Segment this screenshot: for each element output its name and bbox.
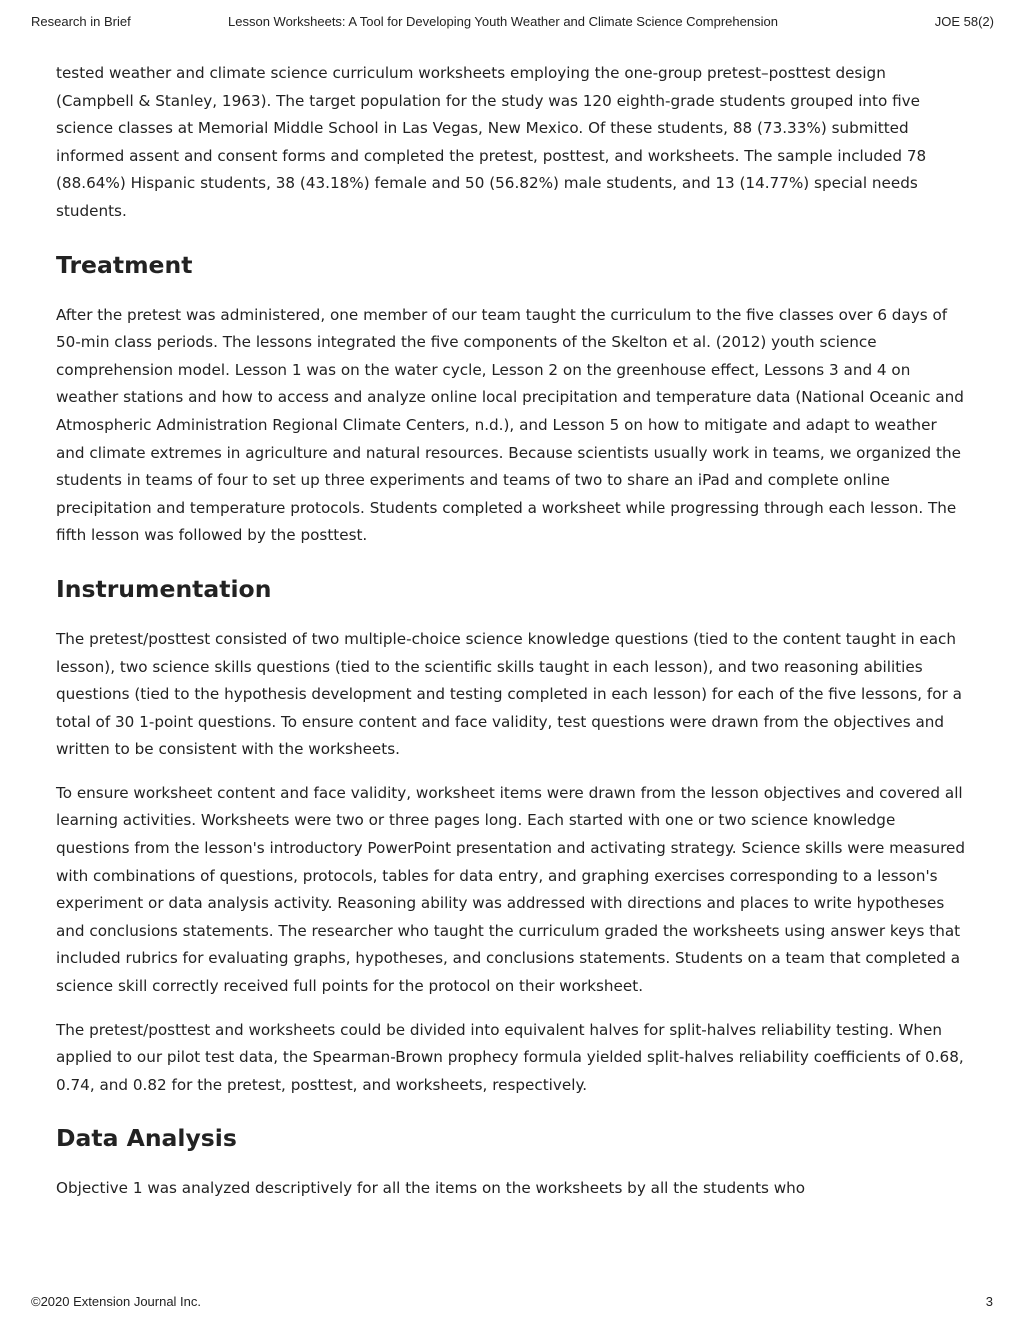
header-article-title: Lesson Worksheets: A Tool for Developing Youth Weather and Climate Science Comprehension bbox=[228, 14, 778, 29]
instrumentation-paragraph: To ensure worksheet content and face validity, worksheet items were drawn from the lesson objectives and covered all learning activities. Worksheets were two or three pages long. Each started with one or two science knowledge questions from the lesson's introductory PowerPoint presentation and activating strategy. Science skills were measured with combinations of questions, protocols, tables for data entry, and graphing exercises corresponding to a lesson's experiment or data analysis activity. Reasoning ability was addressed with directions and places to write hypotheses and conclusions statements. The researcher who taught the curriculum graded the worksheets using answer keys that included rubrics for evaluating graphs, hypotheses, and conclusions statements. Students on a team that completed a science skill correctly received full points for the protocol on their worksheet. bbox=[56, 783, 965, 996]
page-number: 3 bbox=[985, 1294, 993, 1309]
article-body bbox=[56, 60, 968, 1219]
instrumentation-paragraph: The pretest/posttest and worksheets could be divided into equivalent halves for split-halves reliability testing. When applied to our pilot test data, the Spearman-Brown prophecy formula yielded split-halves reliability coefficients of 0.68, 0.74, and 0.82 for the pretest, posttest, and worksheets, respectively. bbox=[56, 1020, 964, 1094]
section-heading-instrumentation: Instrumentation bbox=[56, 574, 272, 603]
instrumentation-paragraph: The pretest/posttest consisted of two multiple-choice science knowledge questions (tied to the content taught in each lesson), two science skills questions (tied to the scientific skills taught in each lesson), and two reasoning abilities questions (tied to the hypothesis development and testing completed in each lesson) for each of the five lessons, for a total of 30 1-point questions. To ensure content and face validity, test questions were drawn from the objectives and written to be consistent with the worksheets. bbox=[56, 629, 962, 759]
header-journal-issue: JOE 58(2) bbox=[934, 14, 994, 29]
intro-paragraph: tested weather and climate science curriculum worksheets employing the one-group pretest–posttest design (Campbell & Stanley, 1963). The target population for the study was 120 eighth-grade students grouped into five science classes at Memorial Middle School in Las Vegas, New Mexico. Of these students, 88 (73.33%) submitted informed assent and consent forms and completed the pretest, posttest, and worksheets. The sample included 78 (88.64%) Hispanic students, 38 (43.18%) female and 50 (56.82%) male students, and 13 (14.77%) special needs students. bbox=[56, 64, 927, 220]
section-heading-data-analysis: Data Analysis bbox=[56, 1124, 237, 1153]
data-analysis-paragraph: Objective 1 was analyzed descriptively for all the items on the worksheets by all the students who bbox=[56, 1179, 806, 1198]
footer-copyright: ©2020 Extension Journal Inc. bbox=[31, 1294, 202, 1309]
header-section-label: Research in Brief bbox=[31, 14, 131, 29]
section-heading-treatment: Treatment bbox=[56, 250, 193, 279]
running-footer bbox=[0, 1294, 1024, 1314]
treatment-paragraph: After the pretest was administered, one member of our team taught the curriculum to the five classes over 6 days of 50-min class periods. The lessons integrated the five components of the Skelton et al. (2012) youth science comprehension model. Lesson 1 was on the water cycle, Lesson 2 on the greenhouse effect, Lessons 3 and 4 on weather stations and how to access and analyze online local precipitation and temperature data (National Oceanic and Atmospheric Administration Regional Climate Centers, n.d.), and Lesson 5 on how to mitigate and adapt to weather and climate extremes in agriculture and natural resources. Because scientists usually work in teams, we organized the students in teams of four to set up three experiments and teams of two to share an iPad and complete online precipitation and temperature protocols. Students completed a worksheet while progressing through each lesson. The fifth lesson was followed by the posttest. bbox=[56, 305, 964, 545]
running-header bbox=[0, 14, 1024, 34]
